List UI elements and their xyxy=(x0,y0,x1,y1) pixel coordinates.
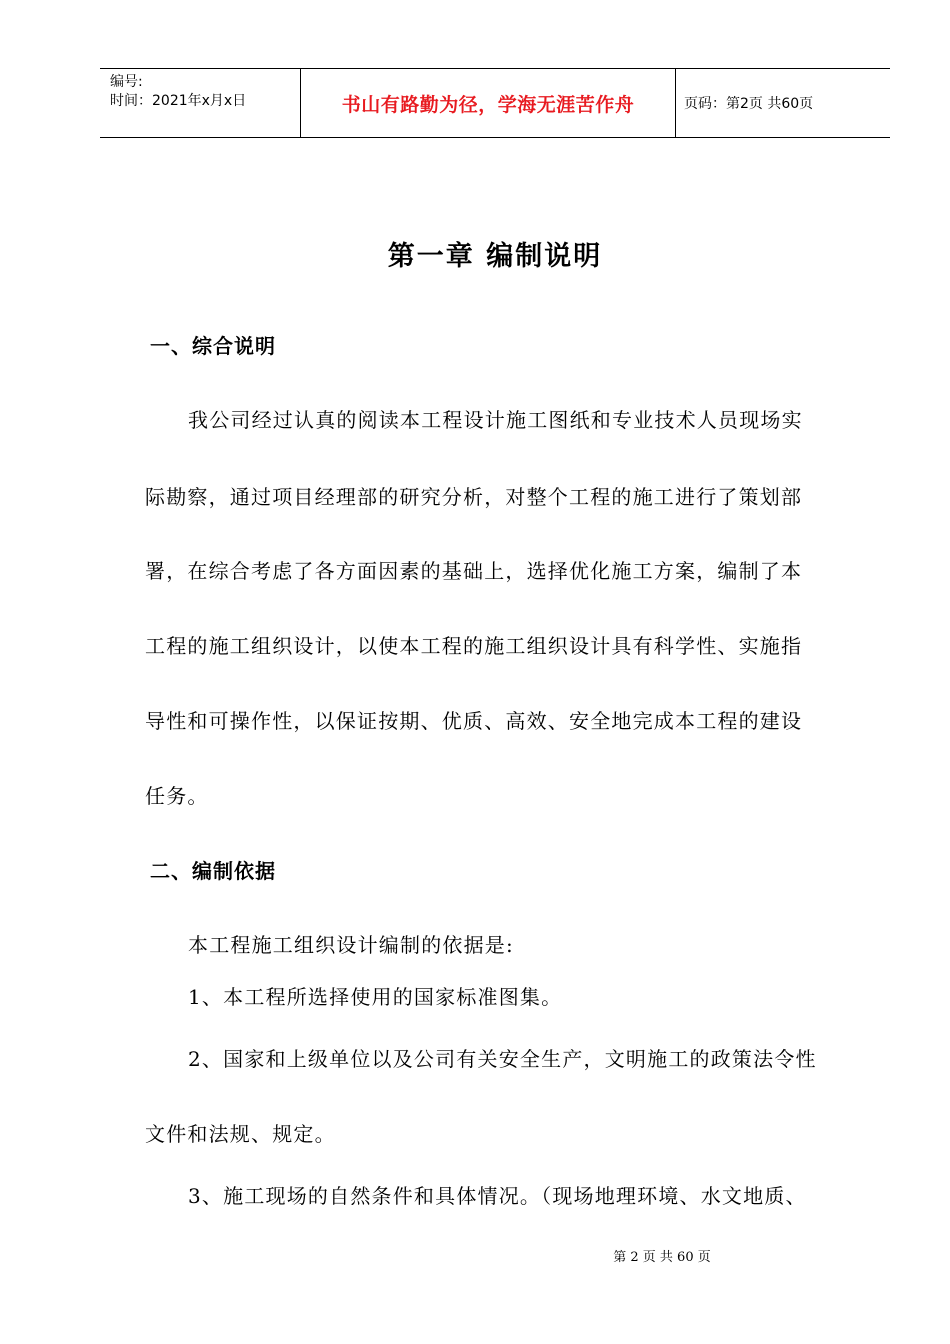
chapter-title: 第一章 编制说明 xyxy=(387,241,603,272)
paragraph-line: 际勘察，通过项目经理部的研究分析，对整个工程的施工进行了策划部 xyxy=(145,485,803,509)
paragraph-line: 本工程施工组织设计编制的依据是: xyxy=(188,933,514,957)
paragraph-line: 导性和可操作性，以保证按期、优质、高效、安全地完成本工程的建设 xyxy=(145,709,803,733)
paragraph-line: 工程的施工组织设计，以使本工程的施工组织设计具有科学性、实施指 xyxy=(145,634,803,658)
list-item: 1、本工程所选择使用的国家标准图集。 xyxy=(188,985,563,1009)
section-heading-overview: 一、综合说明 xyxy=(150,334,276,358)
number-label: 编号: xyxy=(110,74,143,90)
paragraph-line: 我公司经过认真的阅读本工程设计施工图纸和专业技术人员现场实 xyxy=(188,408,803,432)
list-item: 3、施工现场的自然条件和具体情况。（现场地理环境、水文地质、 xyxy=(188,1184,807,1208)
section-heading-basis: 二、编制依据 xyxy=(150,859,276,883)
paragraph-line: 署，在综合考虑了各方面因素的基础上，选择优化施工方案，编制了本 xyxy=(145,559,803,583)
paragraph-line: 文件和法规、规定。 xyxy=(145,1122,336,1146)
header-motto: 书山有路勤为径，学海无涯苦作舟 xyxy=(301,69,676,137)
time-label: 时间：2021年x月x日 xyxy=(110,93,247,109)
header-page-info: 页码：第2页 共60页 xyxy=(684,96,814,112)
list-item: 2、国家和上级单位以及公司有关安全生产，文明施工的政策法令性 xyxy=(188,1047,817,1071)
paragraph-line: 任务。 xyxy=(145,784,209,808)
page-footer: 第 2 页 共 60 页 xyxy=(613,1250,711,1265)
header-meta-cell xyxy=(100,69,301,137)
page-header xyxy=(100,68,890,138)
